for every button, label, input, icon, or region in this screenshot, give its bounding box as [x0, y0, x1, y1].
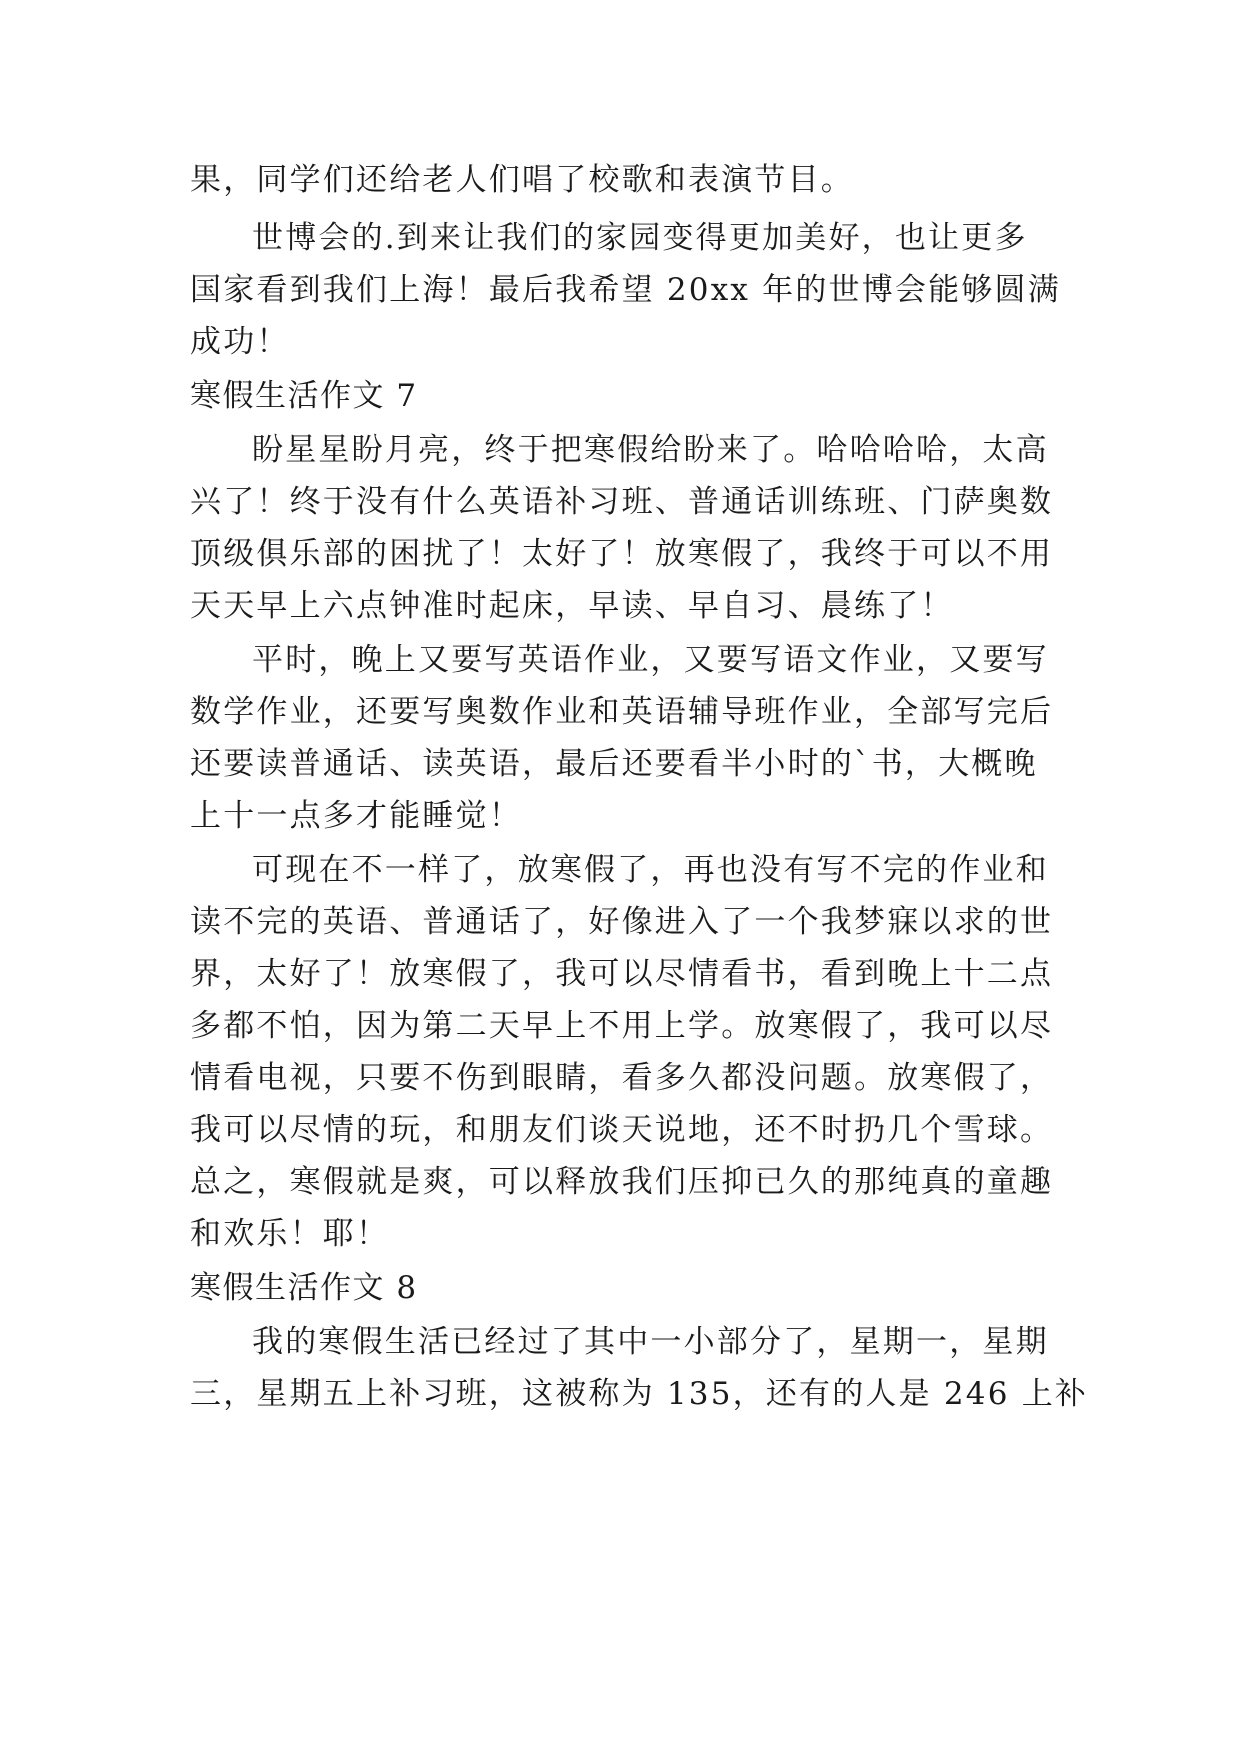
text-line: 多都不怕，因为第二天早上不用上学。放寒假了，我可以尽	[190, 1008, 1054, 1044]
text-line: 天天早上六点钟准时起床，早读、早自习、晨练了！	[190, 588, 954, 624]
paragraph-start: 可现在不一样了，放寒假了，再也没有写不完的作业和	[252, 852, 1049, 888]
text-line: 读不完的英语、普通话了，好像进入了一个我梦寐以求的世	[190, 904, 1054, 940]
text-line: 成功！	[190, 324, 290, 360]
paragraph-start: 平时，晚上又要写英语作业，又要写语文作业，又要写	[252, 642, 1049, 678]
paragraph-start: 我的寒假生活已经过了其中一小部分了，星期一，星期	[252, 1324, 1049, 1360]
text-line: 总之，寒假就是爽，可以释放我们压抑已久的那纯真的童趣	[190, 1164, 1054, 1200]
text-line: 数学作业，还要写奥数作业和英语辅导班作业，全部写完后	[190, 694, 1054, 730]
text-line: 还要读普通话、读英语，最后还要看半小时的`书，大概晚	[190, 746, 1038, 782]
paragraph-start: 盼星星盼月亮，终于把寒假给盼来了。哈哈哈哈，太高	[252, 432, 1049, 468]
text-line: 界，太好了！放寒假了，我可以尽情看书，看到晚上十二点	[190, 956, 1054, 992]
section-heading: 寒假生活作文 7	[190, 378, 418, 414]
text-line: 兴了！终于没有什么英语补习班、普通话训练班、门萨奥数	[190, 484, 1054, 520]
text-line: 情看电视，只要不伤到眼睛，看多久都没问题。放寒假了，	[190, 1060, 1054, 1096]
section-heading: 寒假生活作文 8	[190, 1270, 418, 1306]
text-line: 顶级俱乐部的困扰了！太好了！放寒假了，我终于可以不用	[190, 536, 1054, 572]
text-line: 果，同学们还给老人们唱了校歌和表演节目。	[190, 162, 854, 198]
text-line: 国家看到我们上海！最后我希望 20xx 年的世博会能够圆满	[190, 272, 1061, 308]
text-line: 三，星期五上补习班，这被称为 135，还有的人是 246 上补	[190, 1376, 1089, 1412]
text-line: 我可以尽情的玩，和朋友们谈天说地，还不时扔几个雪球。	[190, 1112, 1054, 1148]
text-line: 和欢乐！耶！	[190, 1216, 390, 1252]
text-line: 上十一点多才能睡觉！	[190, 798, 522, 834]
paragraph-start: 世博会的.到来让我们的家园变得更加美好，也让更多	[252, 220, 1028, 256]
